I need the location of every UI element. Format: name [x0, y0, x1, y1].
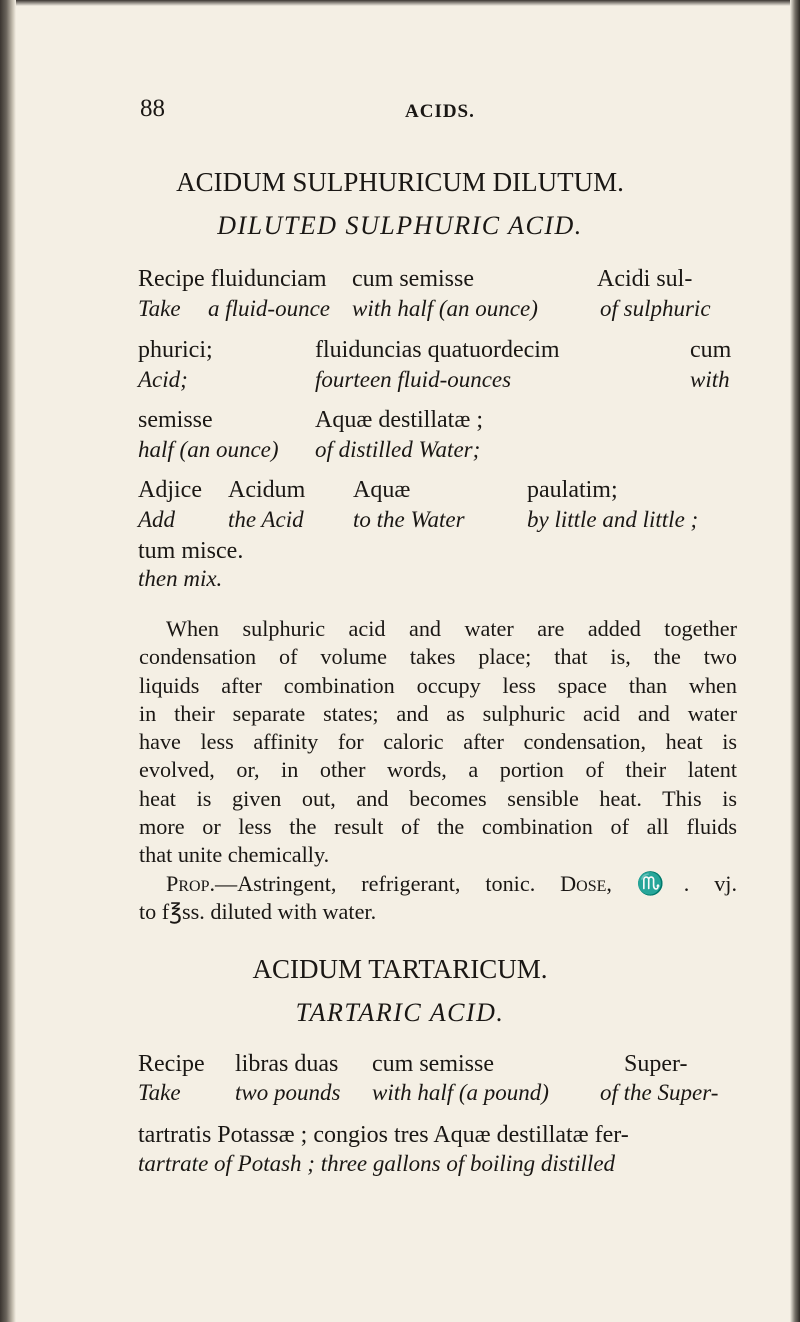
- page-binding-shadow: [0, 0, 16, 1322]
- paragraph-line: liquids after combination occupy less space than when: [139, 672, 737, 698]
- paragraph-line: that unite chemically.: [139, 842, 330, 868]
- english-gloss: with half (an ounce): [352, 296, 538, 321]
- latin-text: cum: [690, 337, 732, 363]
- english-gloss: two pounds: [235, 1080, 341, 1105]
- english-gloss: the Acid: [228, 507, 304, 532]
- section-subtitle-sulphuric: DILUTED SULPHURIC ACID.: [217, 211, 583, 240]
- latin-text: Adjice: [138, 477, 202, 503]
- latin-text: Recipe fluidunciam: [138, 266, 327, 292]
- dose-label: Dose,: [560, 870, 612, 896]
- english-gloss: by little and little ;: [527, 507, 699, 532]
- english-gloss: then mix.: [138, 566, 223, 591]
- english-gloss: with half (a pound): [372, 1080, 549, 1105]
- english-gloss: a fluid-ounce: [208, 296, 330, 321]
- english-gloss: of sulphuric: [600, 296, 711, 321]
- english-gloss: of the Super-: [600, 1080, 719, 1105]
- latin-text: cum semisse: [372, 1051, 494, 1077]
- english-gloss: Take: [138, 296, 181, 321]
- english-gloss: to the Water: [353, 507, 465, 532]
- latin-text: phurici;: [138, 337, 213, 363]
- dose-text: ♏. vj.: [636, 870, 738, 896]
- prop-label: Prop.: [166, 870, 216, 896]
- section-title-tartaric: ACIDUM TARTARICUM.: [252, 954, 548, 984]
- page-right-edge: [790, 0, 800, 1322]
- latin-text: tartratis Potassæ ; congios tres Aquæ destillatæ fer-: [138, 1122, 629, 1148]
- latin-text: Acidum: [228, 477, 306, 503]
- latin-text: semisse: [138, 407, 213, 433]
- prop-text: —Astringent, refrigerant, tonic.: [215, 870, 536, 896]
- commentary-paragraph: [139, 615, 737, 926]
- latin-text: Aquæ destillatæ ;: [315, 407, 483, 433]
- english-gloss: Acid;: [138, 367, 188, 392]
- latin-text: Super-: [624, 1051, 688, 1077]
- section-subtitle-tartaric: TARTARIC ACID.: [295, 998, 505, 1027]
- page-number: 88: [140, 95, 165, 122]
- running-title: ACIDS.: [405, 101, 475, 122]
- section-title-sulphuric: ACIDUM SULPHURICUM DILUTUM.: [176, 167, 624, 197]
- latin-text: Acidi sul-: [597, 266, 693, 292]
- latin-text: fluiduncias quatuordecim: [315, 337, 560, 363]
- english-gloss: with: [690, 367, 730, 392]
- latin-text: cum semisse: [352, 266, 474, 292]
- paragraph-line: heat is given out, and becomes sensible heat. This is: [139, 785, 737, 811]
- properties-line: [139, 870, 737, 898]
- paragraph-line: condensation of volume takes place; that is, the two: [139, 644, 737, 670]
- paragraph-line: evolved, or, in other words, a portion of their latent: [139, 757, 737, 783]
- english-gloss: Take: [138, 1080, 181, 1105]
- english-gloss: Add: [138, 507, 176, 532]
- paragraph-line: have less affinity for caloric after condensation, heat is: [139, 729, 737, 755]
- english-gloss: tartrate of Potash ; three gallons of boiling distilled: [138, 1151, 616, 1176]
- paragraph-line: When sulphuric acid and water are added together: [166, 616, 737, 641]
- latin-text: tum misce.: [138, 538, 244, 564]
- dose-line: to f℥ss. diluted with water.: [139, 898, 377, 924]
- english-gloss: fourteen fluid-ounces: [315, 367, 512, 392]
- paragraph-line: more or less the result of the combination of all fluids: [139, 814, 737, 840]
- latin-text: Aquæ: [353, 477, 411, 503]
- english-gloss: of distilled Water;: [315, 437, 481, 462]
- paragraph-line: in their separate states; and as sulphuric acid and water: [139, 700, 737, 726]
- latin-text: libras duas: [235, 1051, 339, 1077]
- english-gloss: half (an ounce): [138, 437, 279, 462]
- latin-text: Recipe: [138, 1051, 205, 1077]
- page-header: [0, 95, 800, 135]
- page-top-edge: [0, 0, 800, 6]
- latin-text: paulatim;: [527, 477, 618, 503]
